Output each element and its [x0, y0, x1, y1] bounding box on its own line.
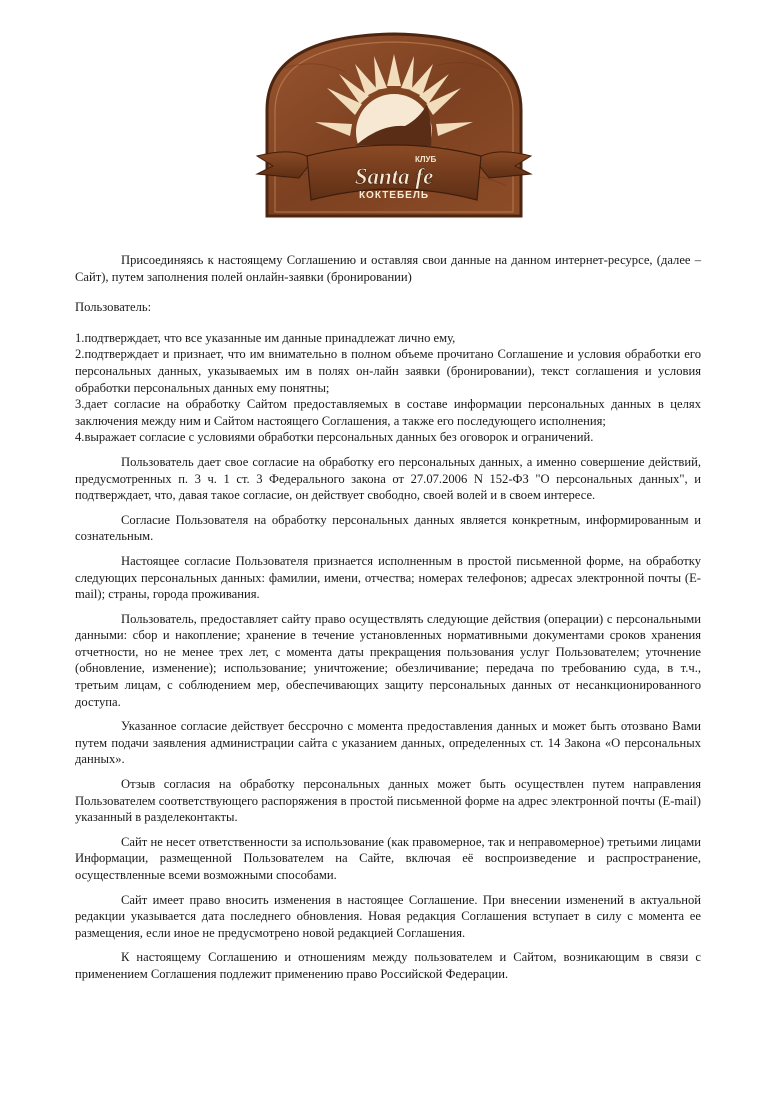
operations-paragraph: Пользователь, предоставляет сайту право осуществлять следующие действия (операции) с персональными данными: сбор и накопление; хранение в течение установленных нормативными документами сроков хранения отчетности, но не менее трех лет, с момента даты прекращения пользования услуг Пользователем; уточнение (обновление, изменение); использование; уничтожение; обезличивание; передача по требованию суда, в т.ч., третьим лицам, с соблюдением мер, обеспечивающих защиту персональных данных от несанкционированного доступа. [75, 611, 701, 709]
logo-name-text: Santa fe [354, 164, 434, 189]
list-item: 4.выражает согласие с условиями обработки персональных данных без оговорок и ограничений. [75, 430, 594, 445]
consent-paragraph: Пользователь дает свое согласие на обработку его персональных данных, а именно совершение действий, предусмотренных п. 3 ч. 1 ст. 3 Федерального закона от 27.07.2006 N 152-ФЗ "О персональных данных", и подтверждает, что, давая такое согласие, он действует свободно, своей волей и в своем интересе. [75, 454, 701, 503]
data-list-paragraph: Настоящее согласие Пользователя признается исполненным в простой письменной форме, на обработку следующих персональных данных: фамилии, имени, отчества; номерах телефонов; адресах электронной почты (E-mail); страны, города проживания. [75, 553, 701, 602]
santa-fe-logo [255, 28, 533, 220]
logo-club-text: КЛУБ [415, 155, 437, 164]
validity-paragraph: Указанное согласие действует бессрочно с момента предоставления данных и может быть отозвано Вами путем подачи заявления администрации сайта с указанием данных, определенных ст. 14 Закона «О персональных данных». [75, 719, 701, 767]
liability-paragraph: Сайт не несет ответственности за использование (как правомерное, так и неправомерное) третьими лицами Информации, размещенной Пользователем на Сайте, включая её воспроизведение и распространение, осуществленные всеми возможными способами. [75, 834, 701, 882]
consent-nature-paragraph: Согласие Пользователя на обработку персональных данных является конкретным, информированным и сознательным. [75, 512, 701, 544]
intro-paragraph: Присоединяясь к настоящему Соглашению и оставляя свои данные на данном интернет-ресурсе, (далее – Сайт), путем заполнения полей онлайн-заявки (бронировании) [75, 253, 701, 284]
list-item: 3.дает согласие на обработку Сайтом предоставляемых в составе информации персональных данных в целях заключения между ним и Сайтом настоящего Соглашения, а также его последующего исполнения; [75, 397, 701, 428]
revocation-paragraph: Отзыв согласия на обработку персональных данных может быть осуществлен путем направления Пользователем соответствующего распоряжения в простой письменной форме на адрес электронной почты (E-mail) указанный в разделеконтакты. [75, 777, 701, 825]
list-item: 2.подтверждает и признает, что им внимательно в полном объеме прочитано Соглашение и условия обработки его персональных данных, указываемых им в полях он-лайн заявки (бронировании), текст соглашения и условия обработки персональных данных ему понятны; [75, 347, 701, 395]
user-label: Пользователь: [75, 300, 152, 315]
logo-city-text: КОКТЕБЕЛЬ [358, 190, 430, 201]
law-paragraph: К настоящему Соглашению и отношениям между пользователем и Сайтом, возникающим в связи с применением Соглашения подлежит применению право Российской Федерации. [75, 950, 701, 981]
user-obligations-list [75, 330, 701, 446]
agreement-document [75, 252, 701, 991]
santa-fe-logo-graphic [255, 28, 533, 220]
changes-paragraph: Сайт имеет право вносить изменения в настоящее Соглашение. При внесении изменений в актуальной редакции указывается дата последнего обновления. Новая редакция Соглашения вступает в силу с момента ее размещения, если иное не предусмотрено новой редакцией Соглашения. [75, 892, 701, 940]
list-item: 1.подтверждает, что все указанные им данные принадлежат лично ему, [75, 330, 456, 345]
